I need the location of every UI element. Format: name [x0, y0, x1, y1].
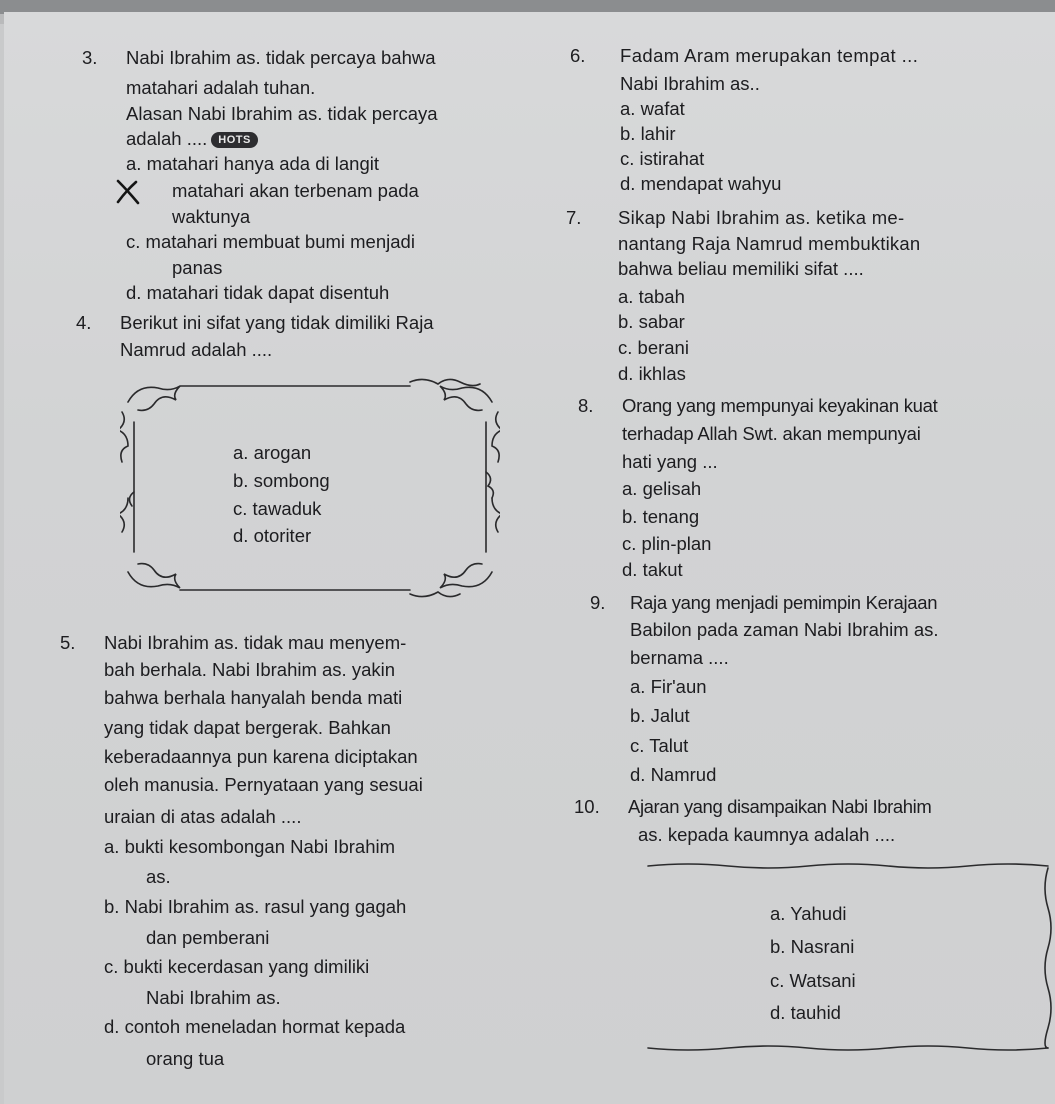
question-text-line: as. kepada kaumnya adalah .... — [638, 824, 896, 845]
option-b-continued: dan pemberani — [146, 927, 270, 948]
option-a: a. wafat — [620, 98, 685, 119]
option-a: a. matahari hanya ada di langit — [126, 153, 380, 174]
option-a: a. arogan — [233, 442, 312, 463]
option-c: c. matahari membuat bumi menjadi — [126, 231, 415, 252]
question-text-line: bahwa berhala hanyalah benda mati — [104, 687, 403, 708]
option-d: d. Namrud — [630, 764, 717, 785]
question-text-line: keberadaannya pun karena diciptakan — [104, 746, 418, 767]
question-text-line: Orang yang mempunyai keyakinan kuat — [622, 395, 938, 416]
option-d: d. ikhlas — [618, 363, 686, 384]
question-number: 6. — [570, 45, 586, 66]
option-a: a. Fir'aun — [630, 676, 707, 697]
option-d: d. otoriter — [233, 525, 312, 546]
question-text-line: nantang Raja Namrud membuktikan — [618, 233, 921, 254]
question-number: 7. — [566, 207, 582, 228]
question-number: 8. — [578, 395, 594, 416]
option-d: d. mendapat wahyu — [620, 173, 782, 194]
option-b: b. tenang — [622, 506, 700, 527]
option-c: c. plin-plan — [622, 533, 712, 554]
question-text-line: hati yang ... — [622, 451, 718, 472]
question-text-line: Raja yang menjadi pemimpin Kerajaan — [630, 592, 938, 613]
option-d-continued: orang tua — [146, 1048, 225, 1069]
option-c: c. Watsani — [770, 970, 856, 991]
option-b: b. sabar — [618, 311, 685, 332]
question-text-line: bah berhala. Nabi Ibrahim as. yakin — [104, 659, 396, 680]
question-text-line: Nabi Ibrahim as.. — [620, 73, 760, 94]
handwritten-cross-mark-icon — [114, 179, 142, 205]
question-text-line: Nabi Ibrahim as. tidak percaya bahwa — [126, 47, 436, 68]
question-text-fragment: adalah .... — [126, 128, 208, 149]
option-c: c. berani — [618, 337, 689, 358]
question-number: 5. — [60, 632, 76, 653]
option-a: a. gelisah — [622, 478, 702, 499]
option-b: b. Jalut — [630, 705, 690, 726]
option-a-continued: as. — [146, 866, 171, 887]
option-b: b. sombong — [233, 470, 330, 491]
option-a: a. bukti kesombongan Nabi Ibrahim — [104, 836, 396, 857]
option-b: b. Nabi Ibrahim as. rasul yang gagah — [104, 896, 407, 917]
hots-badge: HOTS — [211, 132, 258, 148]
question-text-line — [126, 128, 258, 150]
question-text-line: yang tidak dapat bergerak. Bahkan — [104, 717, 391, 738]
question-text-line: matahari adalah tuhan. — [126, 77, 316, 98]
option-b: b. Nasrani — [770, 936, 855, 957]
option-c-continued: panas — [172, 257, 223, 278]
option-d: d. contoh meneladan hormat kepada — [104, 1016, 406, 1037]
option-c: c. istirahat — [620, 148, 705, 169]
question-number: 4. — [76, 312, 92, 333]
question-text-line: Berikut ini sifat yang tidak dimiliki Raja — [120, 312, 434, 333]
question-text-line: Nabi Ibrahim as. tidak mau menyem- — [104, 632, 407, 653]
question-text-line: bahwa beliau memiliki sifat .... — [618, 258, 864, 279]
question-text-line: bernama .... — [630, 647, 729, 668]
option-c: c. tawaduk — [233, 498, 322, 519]
question-number: 10. — [574, 796, 600, 817]
question-text-line: Ajaran yang disampaikan Nabi Ibrahim — [628, 796, 932, 817]
question-text-line: Sikap Nabi Ibrahim as. ketika me- — [618, 207, 905, 228]
question-text-line: Alasan Nabi Ibrahim as. tidak percaya — [126, 103, 438, 124]
option-c: c. Talut — [630, 735, 689, 756]
question-text-line: uraian di atas adalah .... — [104, 806, 302, 827]
question-text-line: terhadap Allah Swt. akan mempunyai — [622, 423, 921, 444]
option-a: a. Yahudi — [770, 903, 847, 924]
option-a: a. tabah — [618, 286, 685, 307]
option-c-continued: Nabi Ibrahim as. — [146, 987, 281, 1008]
question-number: 3. — [82, 47, 98, 68]
question-number: 9. — [590, 592, 606, 613]
question-text-line: Fadam Aram merupakan tempat ... — [620, 45, 919, 66]
option-d: d. tauhid — [770, 1002, 841, 1023]
question-text-line: Babilon pada zaman Nabi Ibrahim as. — [630, 619, 939, 640]
option-d: d. takut — [622, 559, 683, 580]
option-c: c. bukti kecerdasan yang dimiliki — [104, 956, 370, 977]
option-b: b. lahir — [620, 123, 676, 144]
question-text-line: oleh manusia. Pernyataan yang sesuai — [104, 774, 423, 795]
question-text-line: Namrud adalah .... — [120, 339, 273, 360]
option-b: matahari akan terbenam pada — [172, 180, 419, 201]
option-b-continued: waktunya — [172, 206, 251, 227]
option-d: d. matahari tidak dapat disentuh — [126, 282, 390, 303]
